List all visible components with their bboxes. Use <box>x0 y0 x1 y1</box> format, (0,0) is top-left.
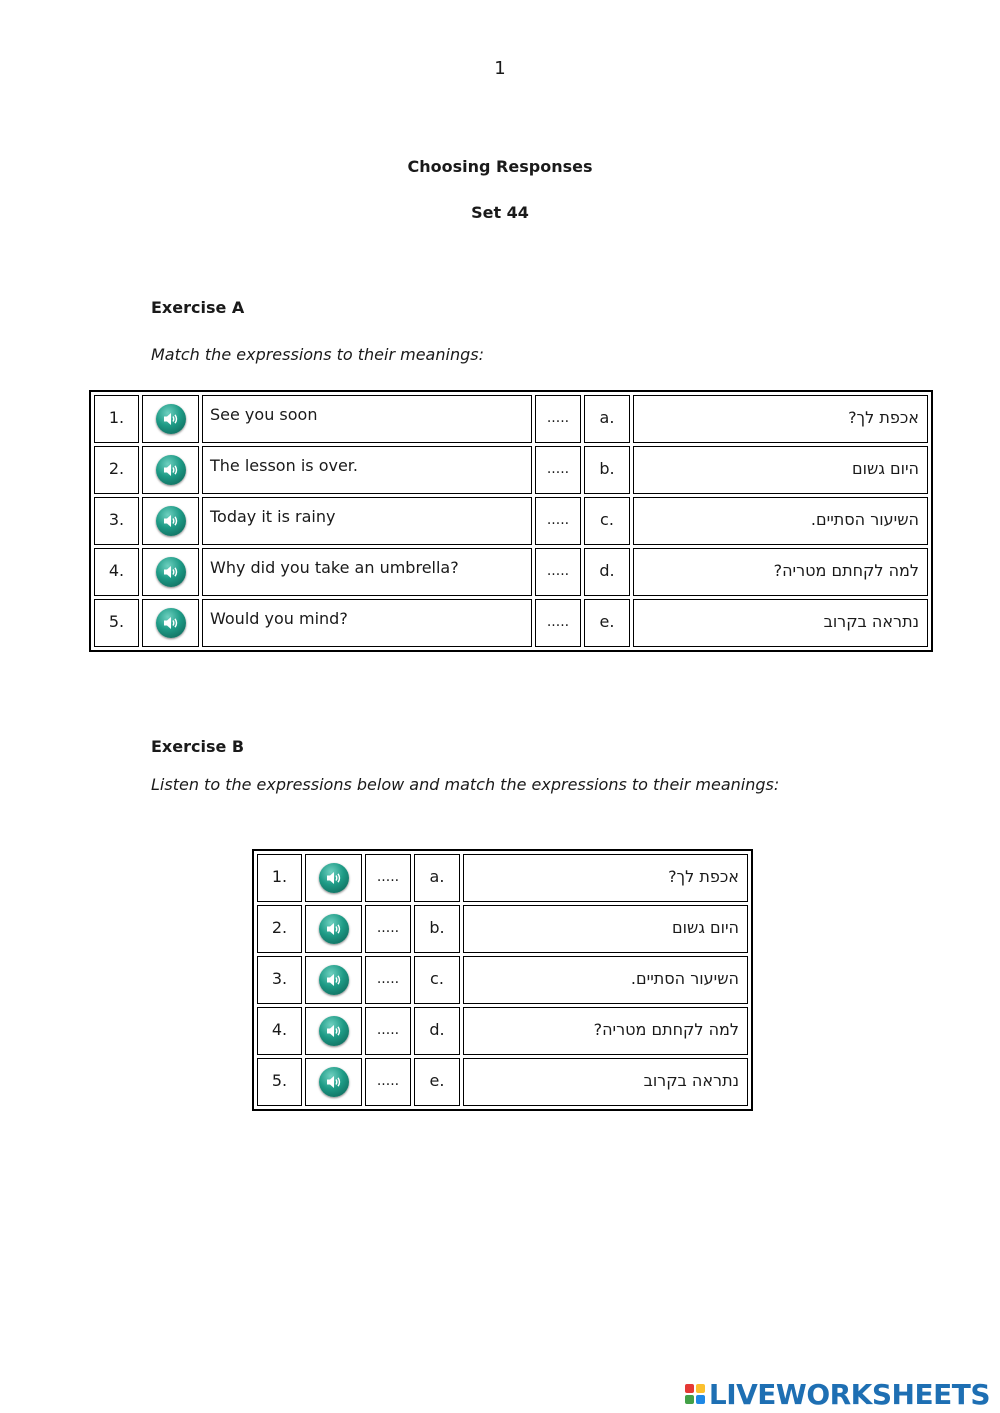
item-number: 5. <box>94 599 139 647</box>
answer-blank[interactable]: ..... <box>365 1007 411 1055</box>
page-subtitle: Set 44 <box>471 203 529 222</box>
table-row <box>257 956 748 1004</box>
liveworksheets-logo[interactable] <box>685 1377 990 1411</box>
hebrew-meaning: היום גשום <box>463 905 748 953</box>
audio-cell <box>142 446 199 494</box>
audio-cell <box>142 497 199 545</box>
table-row <box>94 497 928 545</box>
exercise-b-heading: Exercise B <box>151 737 245 756</box>
exercise-a-instruction: Match the expressions to their meanings: <box>151 345 484 364</box>
option-letter: e. <box>584 599 630 647</box>
option-letter: c. <box>584 497 630 545</box>
audio-cell <box>142 395 199 443</box>
logo-square <box>696 1384 705 1393</box>
answer-blank[interactable]: ..... <box>365 956 411 1004</box>
item-number: 1. <box>94 395 139 443</box>
hebrew-meaning: נתראה בקרוב <box>633 599 928 647</box>
table-row <box>257 1058 748 1106</box>
hebrew-meaning: למה לקחתם מטריה? <box>463 1007 748 1055</box>
exercise-b-table <box>252 849 753 1111</box>
hebrew-meaning: השיעור הסתיים. <box>463 956 748 1004</box>
english-expression: See you soon <box>202 395 532 443</box>
answer-blank[interactable]: ..... <box>365 905 411 953</box>
audio-cell <box>142 599 199 647</box>
table-row <box>257 1007 748 1055</box>
option-letter: d. <box>414 1007 460 1055</box>
audio-cell <box>305 905 362 953</box>
answer-blank[interactable]: ..... <box>365 854 411 902</box>
option-letter: a. <box>414 854 460 902</box>
answer-blank[interactable]: ..... <box>365 1058 411 1106</box>
table-row <box>94 599 928 647</box>
item-number: 3. <box>257 956 302 1004</box>
speaker-icon[interactable] <box>156 404 186 434</box>
audio-cell <box>142 548 199 596</box>
english-expression: Why did you take an umbrella? <box>202 548 532 596</box>
page-title: Choosing Responses <box>407 157 593 176</box>
answer-blank[interactable]: ..... <box>535 446 581 494</box>
hebrew-meaning: אכפת לך? <box>633 395 928 443</box>
audio-cell <box>305 854 362 902</box>
speaker-icon[interactable] <box>319 1016 349 1046</box>
english-expression: Today it is rainy <box>202 497 532 545</box>
answer-blank[interactable]: ..... <box>535 599 581 647</box>
item-number: 3. <box>94 497 139 545</box>
item-number: 2. <box>94 446 139 494</box>
speaker-icon[interactable] <box>156 506 186 536</box>
audio-cell <box>305 1058 362 1106</box>
exercise-a-heading: Exercise A <box>151 298 245 317</box>
option-letter: c. <box>414 956 460 1004</box>
hebrew-meaning: השיעור הסתיים. <box>633 497 928 545</box>
table-row <box>257 905 748 953</box>
exercise-a-table <box>89 390 933 652</box>
english-expression: Would you mind? <box>202 599 532 647</box>
hebrew-meaning: נתראה בקרוב <box>463 1058 748 1106</box>
logo-square <box>685 1384 694 1393</box>
speaker-icon[interactable] <box>156 608 186 638</box>
answer-blank[interactable]: ..... <box>535 497 581 545</box>
audio-cell <box>305 1007 362 1055</box>
page-number: 1 <box>494 58 506 79</box>
table-row <box>94 395 928 443</box>
item-number: 4. <box>94 548 139 596</box>
audio-cell <box>305 956 362 1004</box>
table-row <box>94 446 928 494</box>
speaker-icon[interactable] <box>319 1067 349 1097</box>
answer-blank[interactable]: ..... <box>535 548 581 596</box>
speaker-icon[interactable] <box>319 965 349 995</box>
logo-mark-icon <box>685 1384 705 1404</box>
logo-text: LIVEWORKSHEETS <box>708 1377 990 1411</box>
answer-blank[interactable]: ..... <box>535 395 581 443</box>
speaker-icon[interactable] <box>156 557 186 587</box>
logo-square <box>696 1395 705 1404</box>
speaker-icon[interactable] <box>319 914 349 944</box>
exercise-b-instruction: Listen to the expressions below and match the expressions to their meanings: <box>151 775 780 794</box>
logo-square <box>685 1395 694 1404</box>
option-letter: d. <box>584 548 630 596</box>
option-letter: b. <box>584 446 630 494</box>
option-letter: e. <box>414 1058 460 1106</box>
table-row <box>257 854 748 902</box>
table-row <box>94 548 928 596</box>
english-expression: The lesson is over. <box>202 446 532 494</box>
hebrew-meaning: למה לקחתם מטריה? <box>633 548 928 596</box>
hebrew-meaning: אכפת לך? <box>463 854 748 902</box>
option-letter: b. <box>414 905 460 953</box>
speaker-icon[interactable] <box>319 863 349 893</box>
speaker-icon[interactable] <box>156 455 186 485</box>
option-letter: a. <box>584 395 630 443</box>
item-number: 2. <box>257 905 302 953</box>
hebrew-meaning: היום גשום <box>633 446 928 494</box>
item-number: 4. <box>257 1007 302 1055</box>
item-number: 1. <box>257 854 302 902</box>
item-number: 5. <box>257 1058 302 1106</box>
